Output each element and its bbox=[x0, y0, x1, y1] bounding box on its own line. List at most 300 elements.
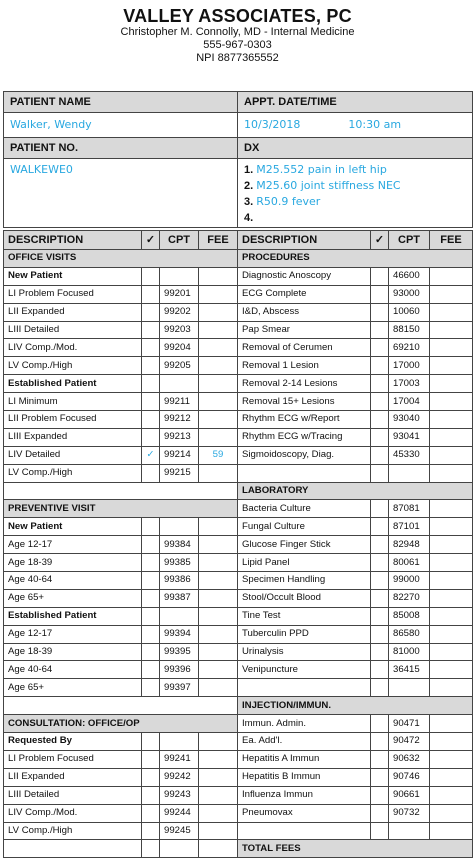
cpt-header: CPT bbox=[160, 231, 199, 250]
practice-header bbox=[0, 0, 475, 65]
fee-cell-left[interactable] bbox=[199, 786, 238, 804]
check-cell-left[interactable] bbox=[142, 804, 160, 822]
check-cell-right[interactable] bbox=[371, 589, 389, 607]
check-cell-right[interactable] bbox=[371, 500, 389, 518]
practice-name: VALLEY ASSOCIATES, PC bbox=[123, 6, 352, 26]
cpt-code-right: 87081 bbox=[389, 500, 430, 518]
fee-cell-left[interactable] bbox=[199, 643, 238, 661]
cpt-code-left: 99242 bbox=[160, 768, 199, 786]
fee-cell-right[interactable] bbox=[430, 446, 473, 464]
fee-cell-left[interactable] bbox=[199, 661, 238, 679]
service-description-left: Age 18-39 bbox=[4, 643, 142, 661]
check-cell-left[interactable] bbox=[142, 464, 160, 482]
check-cell-left[interactable] bbox=[142, 589, 160, 607]
section-heading-right: LABORATORY bbox=[238, 482, 473, 500]
cpt-code-right: 82270 bbox=[389, 589, 430, 607]
table-row bbox=[4, 375, 473, 393]
check-cell-right[interactable] bbox=[371, 733, 389, 751]
service-description-left: Age 18-39 bbox=[4, 554, 142, 572]
service-description-left: LI Problem Focused bbox=[4, 285, 142, 303]
service-description-left: Age 40-64 bbox=[4, 572, 142, 590]
check-cell-left[interactable] bbox=[142, 661, 160, 679]
dx-field[interactable] bbox=[238, 159, 473, 228]
service-description-right: Removal 2-14 Lesions bbox=[238, 375, 371, 393]
dx-item-2: 2. M25.60 joint stiffness NEC bbox=[244, 179, 401, 192]
service-description-right: I&D, Abscess bbox=[238, 303, 371, 321]
fee-cell-left[interactable] bbox=[199, 518, 238, 536]
column-header-row bbox=[4, 231, 473, 250]
cpt-code-right: 90471 bbox=[389, 715, 430, 733]
table-row bbox=[4, 643, 473, 661]
service-description-right bbox=[238, 822, 371, 840]
service-description-left: LIII Detailed bbox=[4, 321, 142, 339]
table-row bbox=[4, 411, 473, 429]
service-description-right: Removal of Cerumen bbox=[238, 339, 371, 357]
fee-cell-right[interactable] bbox=[430, 428, 473, 446]
table-row bbox=[4, 715, 473, 733]
fee-cell-right[interactable] bbox=[430, 375, 473, 393]
fee-cell-right[interactable] bbox=[430, 822, 473, 840]
service-description-left: LI Problem Focused bbox=[4, 750, 142, 768]
cpt-code-right bbox=[389, 822, 430, 840]
service-description-right: Lipid Panel bbox=[238, 554, 371, 572]
service-description-right: Tuberculin PPD bbox=[238, 625, 371, 643]
cpt-code-right: 90661 bbox=[389, 786, 430, 804]
table-row bbox=[4, 589, 473, 607]
fee-cell-left[interactable] bbox=[199, 607, 238, 625]
service-description-right: Immun. Admin. bbox=[238, 715, 371, 733]
fee-cell-left[interactable] bbox=[199, 464, 238, 482]
cpt-code-right: 87101 bbox=[389, 518, 430, 536]
check-cell-right[interactable] bbox=[371, 661, 389, 679]
check-cell-left[interactable] bbox=[142, 428, 160, 446]
cpt-code-left: 99396 bbox=[160, 661, 199, 679]
cpt-code-right: 93040 bbox=[389, 411, 430, 429]
table-row bbox=[4, 428, 473, 446]
fee-cell-right[interactable] bbox=[430, 715, 473, 733]
service-description-left: Age 65+ bbox=[4, 679, 142, 697]
section-heading-right: INJECTION/IMMUN. bbox=[238, 697, 473, 715]
table-row bbox=[4, 750, 473, 768]
fee-cell-left[interactable] bbox=[199, 428, 238, 446]
fee-cell-right[interactable] bbox=[430, 643, 473, 661]
fee-cell-right[interactable] bbox=[430, 321, 473, 339]
fee-cell-left[interactable] bbox=[199, 357, 238, 375]
service-description-right: Glucose Finger Stick bbox=[238, 536, 371, 554]
patient-no-label: PATIENT NO. bbox=[4, 138, 238, 159]
cpt-code-left: 99385 bbox=[160, 554, 199, 572]
cpt-code-left: 99387 bbox=[160, 589, 199, 607]
fee-cell-right[interactable] bbox=[430, 572, 473, 590]
section-heading-left: PREVENTIVE VISIT bbox=[4, 500, 238, 518]
service-description-left: Age 40-64 bbox=[4, 661, 142, 679]
check-cell-right[interactable] bbox=[371, 464, 389, 482]
fee-cell-right[interactable] bbox=[430, 285, 473, 303]
check-cell-right[interactable] bbox=[371, 267, 389, 285]
cpt-code-right: 82948 bbox=[389, 536, 430, 554]
cpt-code-right: 81000 bbox=[389, 643, 430, 661]
check-cell-right[interactable] bbox=[371, 643, 389, 661]
fee-cell-right[interactable] bbox=[430, 357, 473, 375]
fee-cell-right[interactable] bbox=[430, 661, 473, 679]
cpt-code-left: 99211 bbox=[160, 393, 199, 411]
check-cell-right[interactable] bbox=[371, 715, 389, 733]
dx-item-1: 1. M25.552 pain in left hip bbox=[244, 163, 387, 176]
check-cell-left[interactable]: ✓ bbox=[142, 446, 160, 464]
cpt-code-left: 99243 bbox=[160, 786, 199, 804]
fee-cell-left[interactable] bbox=[199, 411, 238, 429]
check-cell-left[interactable] bbox=[142, 840, 160, 858]
check-cell-left[interactable] bbox=[142, 822, 160, 840]
fee-cell-right[interactable] bbox=[430, 518, 473, 536]
cpt-code-right: 17003 bbox=[389, 375, 430, 393]
cpt-code-right: 90746 bbox=[389, 768, 430, 786]
table-row bbox=[4, 303, 473, 321]
fee-cell-left[interactable]: 59 bbox=[199, 446, 238, 464]
service-description-right: Bacteria Culture bbox=[238, 500, 371, 518]
check-cell-right[interactable] bbox=[371, 572, 389, 590]
services-table-body bbox=[4, 231, 473, 858]
service-description-right: ECG Complete bbox=[238, 285, 371, 303]
patient-info-table bbox=[3, 91, 473, 228]
table-row bbox=[4, 518, 473, 536]
fee-cell-left[interactable] bbox=[199, 285, 238, 303]
services-table bbox=[3, 230, 473, 858]
fee-cell-right[interactable] bbox=[430, 554, 473, 572]
appt-label: APPT. DATE/TIME bbox=[238, 92, 473, 113]
cpt-code-left: 99245 bbox=[160, 822, 199, 840]
cpt-code-right: 85008 bbox=[389, 607, 430, 625]
service-description-left: LV Comp./High bbox=[4, 464, 142, 482]
table-row bbox=[4, 786, 473, 804]
check-cell-left[interactable] bbox=[142, 625, 160, 643]
fee-cell-left[interactable] bbox=[199, 393, 238, 411]
fee-cell-left[interactable] bbox=[199, 536, 238, 554]
cpt-code-left: 99244 bbox=[160, 804, 199, 822]
cpt-code-right: 86580 bbox=[389, 625, 430, 643]
subheading-left: Established Patient bbox=[4, 607, 142, 625]
fee-cell-left[interactable] bbox=[199, 840, 238, 858]
service-description-left: LIII Detailed bbox=[4, 786, 142, 804]
spacer-cell-left bbox=[4, 697, 238, 715]
check-cell-left[interactable] bbox=[142, 303, 160, 321]
check-cell-right[interactable] bbox=[371, 786, 389, 804]
cpt-code-left: 99394 bbox=[160, 625, 199, 643]
subheading-left: Established Patient bbox=[4, 375, 142, 393]
table-row bbox=[4, 339, 473, 357]
table-row bbox=[4, 321, 473, 339]
service-description-right: Tine Test bbox=[238, 607, 371, 625]
cpt-code-left: 99386 bbox=[160, 572, 199, 590]
service-description-left: LI Minimum bbox=[4, 393, 142, 411]
fee-cell-right[interactable] bbox=[430, 733, 473, 751]
cpt-code-left: 99205 bbox=[160, 357, 199, 375]
check-cell-right[interactable] bbox=[371, 750, 389, 768]
check-cell-left[interactable] bbox=[142, 679, 160, 697]
service-description-right: Fungal Culture bbox=[238, 518, 371, 536]
cpt-cell-left bbox=[160, 733, 199, 751]
fee-cell-left[interactable] bbox=[199, 625, 238, 643]
service-description-right: Sigmoidoscopy, Diag. bbox=[238, 446, 371, 464]
check-cell-left[interactable] bbox=[142, 411, 160, 429]
check-cell-right[interactable] bbox=[371, 822, 389, 840]
patient-no-field[interactable] bbox=[4, 159, 238, 228]
service-description-right: Ea. Add'l. bbox=[238, 733, 371, 751]
table-row bbox=[4, 285, 473, 303]
cpt-code-left: 99241 bbox=[160, 750, 199, 768]
check-cell-left[interactable] bbox=[142, 607, 160, 625]
cpt-code-right: 88150 bbox=[389, 321, 430, 339]
table-row bbox=[4, 661, 473, 679]
service-description-right: Urinalysis bbox=[238, 643, 371, 661]
check-cell-left[interactable] bbox=[142, 733, 160, 751]
practice-npi: NPI 8877365552 bbox=[196, 52, 279, 64]
service-description-left: LII Expanded bbox=[4, 303, 142, 321]
cpt-code-right: 90472 bbox=[389, 733, 430, 751]
fee-cell-left[interactable] bbox=[199, 267, 238, 285]
check-cell-left[interactable] bbox=[142, 554, 160, 572]
service-description-right: Influenza Immun bbox=[238, 786, 371, 804]
cpt-code-right: 45330 bbox=[389, 446, 430, 464]
fee-cell-left[interactable] bbox=[199, 804, 238, 822]
fee-cell-left[interactable] bbox=[199, 375, 238, 393]
table-row bbox=[4, 267, 473, 285]
service-description-left: Age 12-17 bbox=[4, 536, 142, 554]
section-heading-left: OFFICE VISITS bbox=[4, 250, 238, 268]
check-cell-right[interactable] bbox=[371, 411, 389, 429]
service-description-left: Age 65+ bbox=[4, 589, 142, 607]
service-description-right: Stool/Occult Blood bbox=[238, 589, 371, 607]
check-cell-right[interactable] bbox=[371, 428, 389, 446]
check-cell-right[interactable] bbox=[371, 446, 389, 464]
service-description-right: Pap Smear bbox=[238, 321, 371, 339]
table-row bbox=[4, 250, 473, 268]
check-cell-left[interactable] bbox=[142, 357, 160, 375]
cpt-code-right: 17000 bbox=[389, 357, 430, 375]
subheading-left: New Patient bbox=[4, 518, 142, 536]
table-row bbox=[4, 393, 473, 411]
cpt-code-left: 99202 bbox=[160, 303, 199, 321]
fee-cell-left[interactable] bbox=[199, 554, 238, 572]
subheading-left: Requested By bbox=[4, 733, 142, 751]
section-heading-right: TOTAL FEES bbox=[238, 840, 473, 858]
cpt-code-left: 99395 bbox=[160, 643, 199, 661]
dx-item-4: 4. bbox=[244, 212, 254, 224]
fee-cell-left[interactable] bbox=[199, 321, 238, 339]
service-description-right: Hepatitis B Immun bbox=[238, 768, 371, 786]
check-cell-right[interactable] bbox=[371, 285, 389, 303]
check-header-right: ✓ bbox=[371, 231, 389, 250]
appt-field[interactable] bbox=[238, 113, 473, 138]
service-description-right: Venipuncture bbox=[238, 661, 371, 679]
fee-cell-left[interactable] bbox=[199, 750, 238, 768]
table-row bbox=[4, 804, 473, 822]
patient-name-field[interactable] bbox=[4, 113, 238, 138]
subheading-left: New Patient bbox=[4, 267, 142, 285]
patient-no-value: WALKEWE0 bbox=[10, 163, 73, 176]
check-cell-right[interactable] bbox=[371, 554, 389, 572]
check-cell-left[interactable] bbox=[142, 750, 160, 768]
table-row bbox=[4, 536, 473, 554]
check-cell-left[interactable] bbox=[142, 321, 160, 339]
patient-name-value: Walker, Wendy bbox=[10, 118, 92, 131]
check-cell-left[interactable] bbox=[142, 643, 160, 661]
service-description-left: LIII Expanded bbox=[4, 428, 142, 446]
table-row bbox=[4, 625, 473, 643]
service-description-right: Diagnostic Anoscopy bbox=[238, 267, 371, 285]
cpt-header-right: CPT bbox=[389, 231, 430, 250]
fee-cell-right[interactable] bbox=[430, 804, 473, 822]
service-description-left: Age 12-17 bbox=[4, 625, 142, 643]
fee-cell-right[interactable] bbox=[430, 339, 473, 357]
table-row bbox=[4, 482, 473, 500]
fee-cell-right[interactable] bbox=[430, 607, 473, 625]
section-heading-left: CONSULTATION: OFFICE/OP bbox=[4, 715, 238, 733]
table-row bbox=[4, 464, 473, 482]
check-cell-right[interactable] bbox=[371, 607, 389, 625]
cpt-code-right: 17004 bbox=[389, 393, 430, 411]
appt-time-value: 10:30 am bbox=[348, 118, 402, 131]
fee-cell-right[interactable] bbox=[430, 267, 473, 285]
fee-cell-right[interactable] bbox=[430, 393, 473, 411]
cpt-code-right: 46600 bbox=[389, 267, 430, 285]
service-description-left: LIV Comp./Mod. bbox=[4, 804, 142, 822]
check-cell-left[interactable] bbox=[142, 536, 160, 554]
service-description-right: Hepatitis A Immun bbox=[238, 750, 371, 768]
check-cell-right[interactable] bbox=[371, 303, 389, 321]
doctor-name: Christopher M. Connolly, MD - Internal Medicine bbox=[120, 26, 355, 38]
fee-cell-left[interactable] bbox=[199, 768, 238, 786]
check-cell-left[interactable] bbox=[142, 375, 160, 393]
fee-cell-right[interactable] bbox=[430, 411, 473, 429]
fee-cell-right[interactable] bbox=[430, 750, 473, 768]
table-row bbox=[4, 572, 473, 590]
fee-cell-left[interactable] bbox=[199, 572, 238, 590]
check-cell-right[interactable] bbox=[371, 321, 389, 339]
dx-item-3: 3. R50.9 fever bbox=[244, 195, 321, 208]
fee-cell-right[interactable] bbox=[430, 679, 473, 697]
service-description-left: LV Comp./High bbox=[4, 357, 142, 375]
cpt-code-left: 99214 bbox=[160, 446, 199, 464]
cpt-code-left: 99203 bbox=[160, 321, 199, 339]
service-description-right: Removal 15+ Lesions bbox=[238, 393, 371, 411]
check-cell-right[interactable] bbox=[371, 375, 389, 393]
table-row bbox=[4, 822, 473, 840]
fee-cell-left[interactable] bbox=[199, 589, 238, 607]
check-cell-right[interactable] bbox=[371, 625, 389, 643]
cpt-code-right: 90732 bbox=[389, 804, 430, 822]
fee-header: FEE bbox=[199, 231, 238, 250]
fee-cell-right[interactable] bbox=[430, 589, 473, 607]
cpt-code-left: 99204 bbox=[160, 339, 199, 357]
check-cell-left[interactable] bbox=[142, 786, 160, 804]
cpt-code-right bbox=[389, 679, 430, 697]
description-header: DESCRIPTION bbox=[4, 231, 142, 250]
fee-cell-right[interactable] bbox=[430, 303, 473, 321]
check-cell-right[interactable] bbox=[371, 393, 389, 411]
cpt-code-left: 99201 bbox=[160, 285, 199, 303]
fee-cell-left[interactable] bbox=[199, 733, 238, 751]
fee-cell-left[interactable] bbox=[199, 679, 238, 697]
fee-cell-right[interactable] bbox=[430, 500, 473, 518]
cpt-cell-left bbox=[160, 607, 199, 625]
patient-name-label: PATIENT NAME bbox=[4, 92, 238, 113]
service-description-right: Specimen Handling bbox=[238, 572, 371, 590]
table-row bbox=[4, 357, 473, 375]
cpt-code-left: 99397 bbox=[160, 679, 199, 697]
table-row bbox=[4, 607, 473, 625]
check-cell-left[interactable] bbox=[142, 768, 160, 786]
check-cell-right[interactable] bbox=[371, 518, 389, 536]
check-cell-left[interactable] bbox=[142, 393, 160, 411]
section-heading-right: PROCEDURES bbox=[238, 250, 473, 268]
fee-cell-right[interactable] bbox=[430, 786, 473, 804]
cpt-code-right: 90632 bbox=[389, 750, 430, 768]
fee-cell-right[interactable] bbox=[430, 625, 473, 643]
cpt-cell-left bbox=[160, 518, 199, 536]
cpt-code-right: 93041 bbox=[389, 428, 430, 446]
cpt-code-right bbox=[389, 464, 430, 482]
check-cell-right[interactable] bbox=[371, 768, 389, 786]
dx-label: DX bbox=[238, 138, 473, 159]
service-description-right: Rhythm ECG w/Tracing bbox=[238, 428, 371, 446]
table-row bbox=[4, 500, 473, 518]
cpt-code-left: 99212 bbox=[160, 411, 199, 429]
table-row bbox=[4, 679, 473, 697]
table-row bbox=[4, 840, 473, 858]
check-cell-left[interactable] bbox=[142, 267, 160, 285]
table-row bbox=[4, 554, 473, 572]
check-cell-right[interactable] bbox=[371, 804, 389, 822]
cpt-cell-left bbox=[160, 375, 199, 393]
service-description-right: Rhythm ECG w/Report bbox=[238, 411, 371, 429]
fee-cell-left[interactable] bbox=[199, 303, 238, 321]
check-cell-right[interactable] bbox=[371, 339, 389, 357]
appt-date-value: 10/3/2018 bbox=[244, 118, 301, 131]
check-cell-left[interactable] bbox=[142, 572, 160, 590]
description-header-right: DESCRIPTION bbox=[238, 231, 371, 250]
fee-header-right: FEE bbox=[430, 231, 473, 250]
check-cell-left[interactable] bbox=[142, 339, 160, 357]
check-header: ✓ bbox=[142, 231, 160, 250]
fee-cell-left[interactable] bbox=[199, 339, 238, 357]
check-cell-right[interactable] bbox=[371, 536, 389, 554]
cpt-code-left: 99213 bbox=[160, 428, 199, 446]
fee-cell-right[interactable] bbox=[430, 464, 473, 482]
cpt-code-right: 99000 bbox=[389, 572, 430, 590]
fee-cell-right[interactable] bbox=[430, 768, 473, 786]
cpt-code-left: 99384 bbox=[160, 536, 199, 554]
cpt-code-left bbox=[160, 840, 199, 858]
table-row bbox=[4, 697, 473, 715]
service-description-left: LII Expanded bbox=[4, 768, 142, 786]
table-row bbox=[4, 733, 473, 751]
cpt-code-right: 36415 bbox=[389, 661, 430, 679]
cpt-code-right: 80061 bbox=[389, 554, 430, 572]
fee-cell-left[interactable] bbox=[199, 822, 238, 840]
fee-cell-right[interactable] bbox=[430, 536, 473, 554]
check-cell-left[interactable] bbox=[142, 285, 160, 303]
check-cell-right[interactable] bbox=[371, 679, 389, 697]
check-cell-left[interactable] bbox=[142, 518, 160, 536]
service-description-right bbox=[238, 464, 371, 482]
service-description-left bbox=[4, 840, 142, 858]
service-description-left: LII Problem Focused bbox=[4, 411, 142, 429]
check-cell-right[interactable] bbox=[371, 357, 389, 375]
table-row bbox=[4, 446, 473, 464]
practice-phone: 555-967-0303 bbox=[203, 39, 272, 51]
service-description-right bbox=[238, 679, 371, 697]
